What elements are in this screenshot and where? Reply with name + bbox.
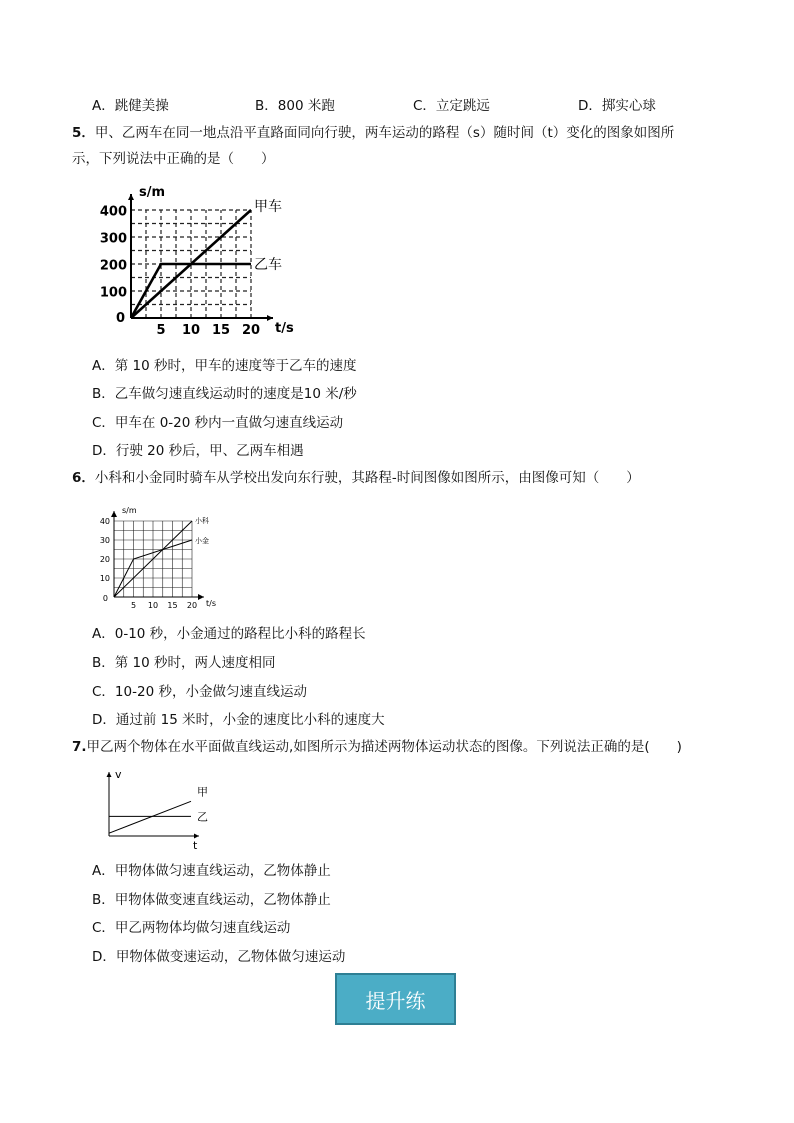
x-axis-label: t	[193, 839, 198, 852]
x-tick-label: 15	[211, 323, 231, 338]
q7-option-b: B．甲物体做变速直线运动，乙物体静止	[92, 892, 331, 908]
q7-text: 甲乙两个物体在水平面做直线运动,如图所示为描述两物体运动状态的图像。下列说法正确的是( )	[86, 739, 682, 755]
y-axis-label: s/m	[139, 185, 166, 200]
y-axis-arrow	[111, 511, 117, 517]
q5-chart	[95, 182, 305, 340]
q7-chart	[95, 763, 215, 853]
y-tick-label: 300	[99, 231, 127, 247]
q6-option-c: C．10-20 秒，小金做匀速直线运动	[92, 684, 307, 700]
x-axis-label: t/s	[206, 599, 216, 608]
x-tick-label: 10	[147, 601, 159, 610]
y-tick-label: 400	[99, 204, 127, 220]
y-tick-label: 40	[99, 517, 110, 526]
q6-option-a: A．0-10 秒，小金通过的路程比小科的路程长	[92, 626, 366, 642]
series-label: 小科	[195, 517, 209, 525]
q5-number: 5．	[72, 125, 95, 141]
x-axis-arrow	[198, 594, 204, 600]
q7-number: 7.	[72, 739, 87, 755]
series-label: 小金	[195, 537, 209, 545]
series-label: 甲车	[254, 199, 282, 215]
y-tick-label: 100	[99, 285, 127, 301]
q5-text-line2: 示，下列说法中正确的是（ ）	[72, 151, 275, 167]
y-tick-label: 20	[99, 555, 110, 564]
x-tick-label: 5	[130, 601, 137, 610]
y-tick-label: 10	[99, 574, 110, 583]
series-label: 乙车	[254, 257, 282, 273]
q6-option-d: D．通过前 15 米时，小金的速度比小科的速度大	[92, 712, 385, 728]
x-tick-label: 5	[156, 323, 166, 338]
origin-label: 0	[102, 594, 108, 603]
x-tick-label: 10	[181, 323, 201, 338]
series-label: 乙	[197, 810, 208, 824]
q5-text-line1: 甲、乙两车在同一地点沿平直路面同向行驶，两车运动的路程（s）随时间（t）变化的图象如图所	[94, 125, 675, 141]
q6-number: 6．	[72, 470, 95, 486]
q5-option-d: D．行驶 20 秒后，甲、乙两车相遇	[92, 443, 304, 459]
q5-stem-line1	[72, 122, 674, 144]
y-axis-label: s/m	[122, 506, 137, 515]
q5-option-b: B．乙车做匀速直线运动时的速度是10 米/秒	[92, 386, 357, 402]
q4-option-b: B．800 米跑	[255, 98, 335, 114]
y-tick-label: 200	[99, 258, 127, 274]
q6-option-b: B．第 10 秒时，两人速度相同	[92, 655, 276, 671]
y-axis-arrow	[128, 194, 134, 200]
q7-option-d: D．甲物体做变速运动，乙物体做匀速运动	[92, 949, 346, 965]
q4-option-a: A．跳健美操	[92, 98, 169, 114]
x-tick-label: 15	[167, 601, 178, 610]
y-axis-arrow	[107, 772, 112, 777]
series-label: 甲	[197, 785, 208, 799]
y-axis-label: v	[115, 768, 122, 781]
q6-text: 小科和小金同时骑车从学校出发向东行驶，其路程-时间图像如图所示，由图像可知（ ）	[94, 470, 640, 486]
x-axis-arrow	[194, 834, 199, 839]
x-axis-arrow	[267, 315, 273, 321]
q7-option-c: C．甲乙两物体均做匀速直线运动	[92, 920, 291, 936]
q6-chart	[88, 500, 223, 615]
x-tick-label: 20	[186, 601, 198, 610]
x-axis-label: t/s	[275, 321, 294, 336]
q7-stem	[72, 736, 682, 758]
x-tick-label: 20	[241, 323, 261, 338]
q5-option-c: C．甲车在 0-20 秒内一直做匀速直线运动	[92, 415, 344, 431]
y-tick-label: 30	[99, 536, 110, 545]
advanced-practice-button[interactable]: 提升练	[335, 973, 456, 1025]
series-line-1	[109, 801, 191, 833]
origin-label: 0	[115, 311, 125, 326]
q6-stem	[72, 467, 640, 489]
q5-option-a: A．第 10 秒时，甲车的速度等于乙车的速度	[92, 358, 357, 374]
q4-option-d: D．掷实心球	[578, 98, 656, 114]
q4-option-c: C．立定跳远	[413, 98, 490, 114]
q7-option-a: A．甲物体做匀速直线运动，乙物体静止	[92, 863, 331, 879]
